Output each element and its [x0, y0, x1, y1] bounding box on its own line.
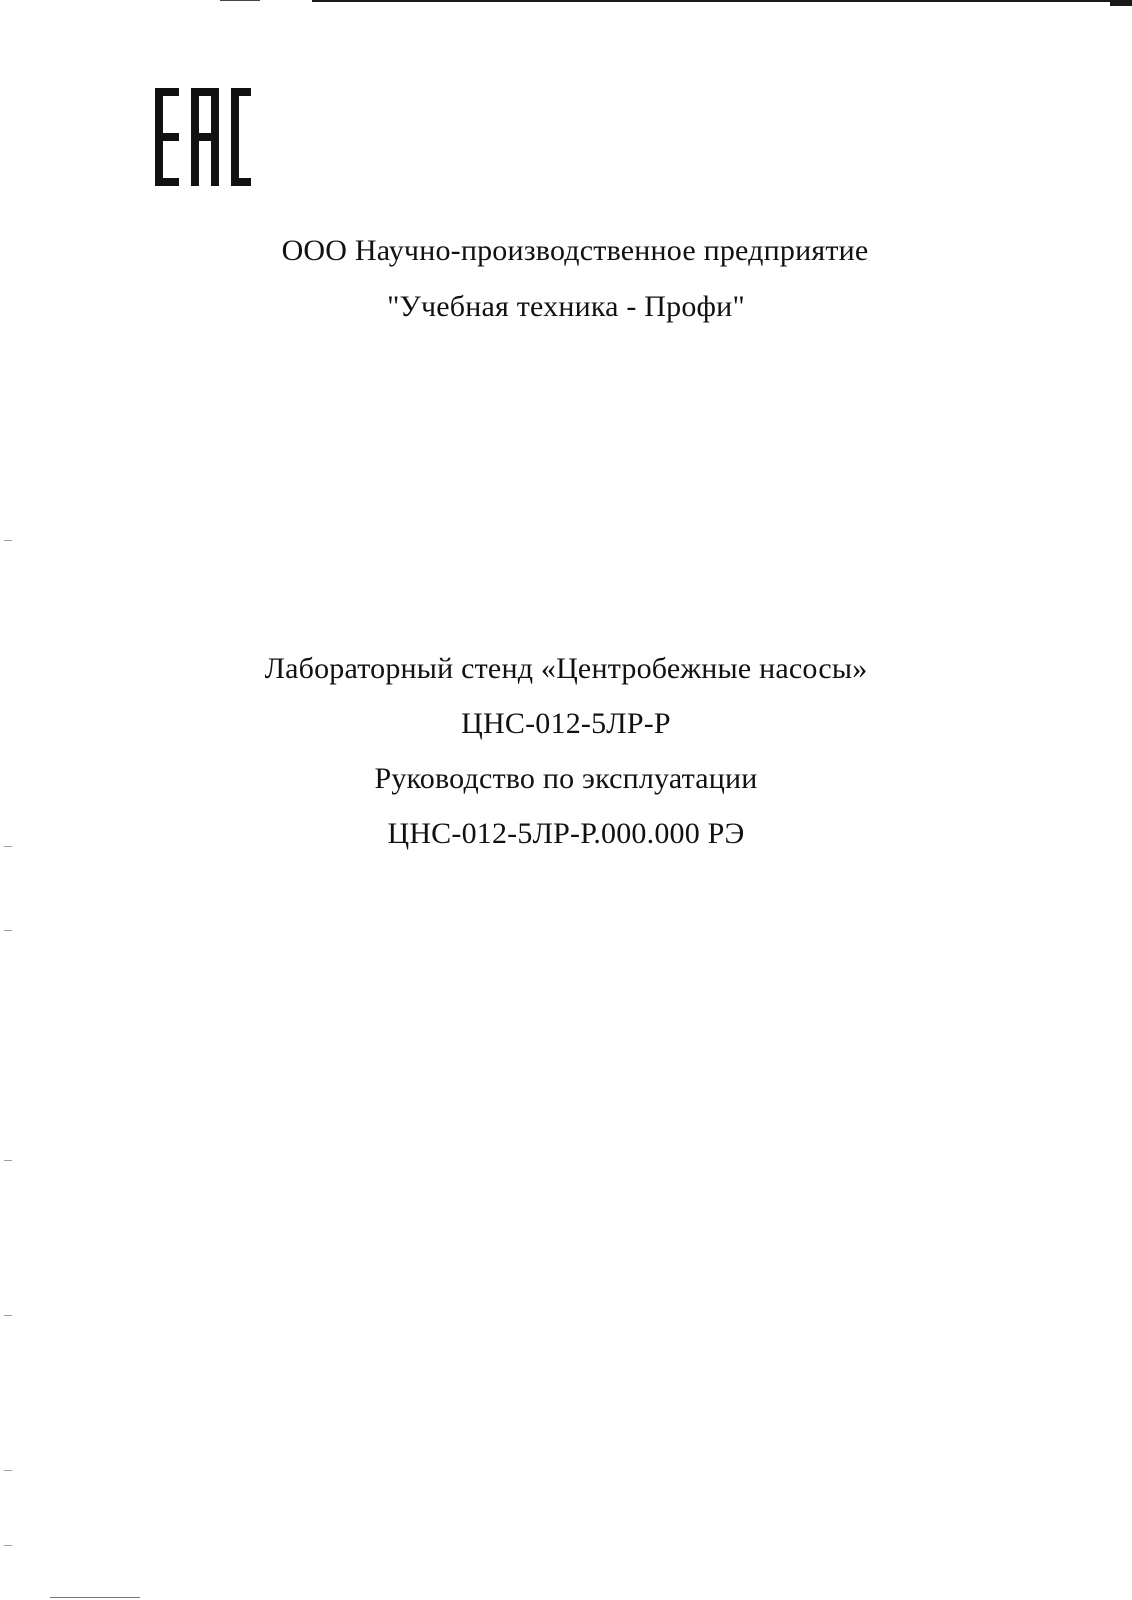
document-type: Руководство по эксплуатации [374, 762, 758, 795]
scan-artifact-top-line [312, 0, 1112, 2]
document-code: ЦНС-012-5ЛР-Р.000.000 РЭ [387, 817, 745, 850]
product-model: ЦНС-012-5ЛР-Р [461, 707, 671, 740]
company-name-line2: "Учебная техника - Профи" [387, 290, 745, 323]
scan-artifact-top-corner [1110, 0, 1132, 6]
scan-speck [4, 1315, 12, 1316]
product-block [0, 654, 1132, 874]
scan-artifact-bottom-line [50, 1597, 140, 1598]
scan-speck [4, 930, 12, 931]
scan-speck [4, 1470, 12, 1471]
company-name-line1: ООО Научно-производственное предприятие [281, 234, 869, 267]
scan-speck [4, 540, 12, 541]
scan-speck [4, 1545, 12, 1546]
scan-speck [4, 1160, 12, 1161]
company-block [0, 236, 1132, 348]
scan-artifact-top-left [220, 0, 260, 1]
eac-certification-mark-icon [155, 88, 251, 186]
product-title: Лабораторный стенд «Центробежные насосы» [264, 652, 868, 685]
